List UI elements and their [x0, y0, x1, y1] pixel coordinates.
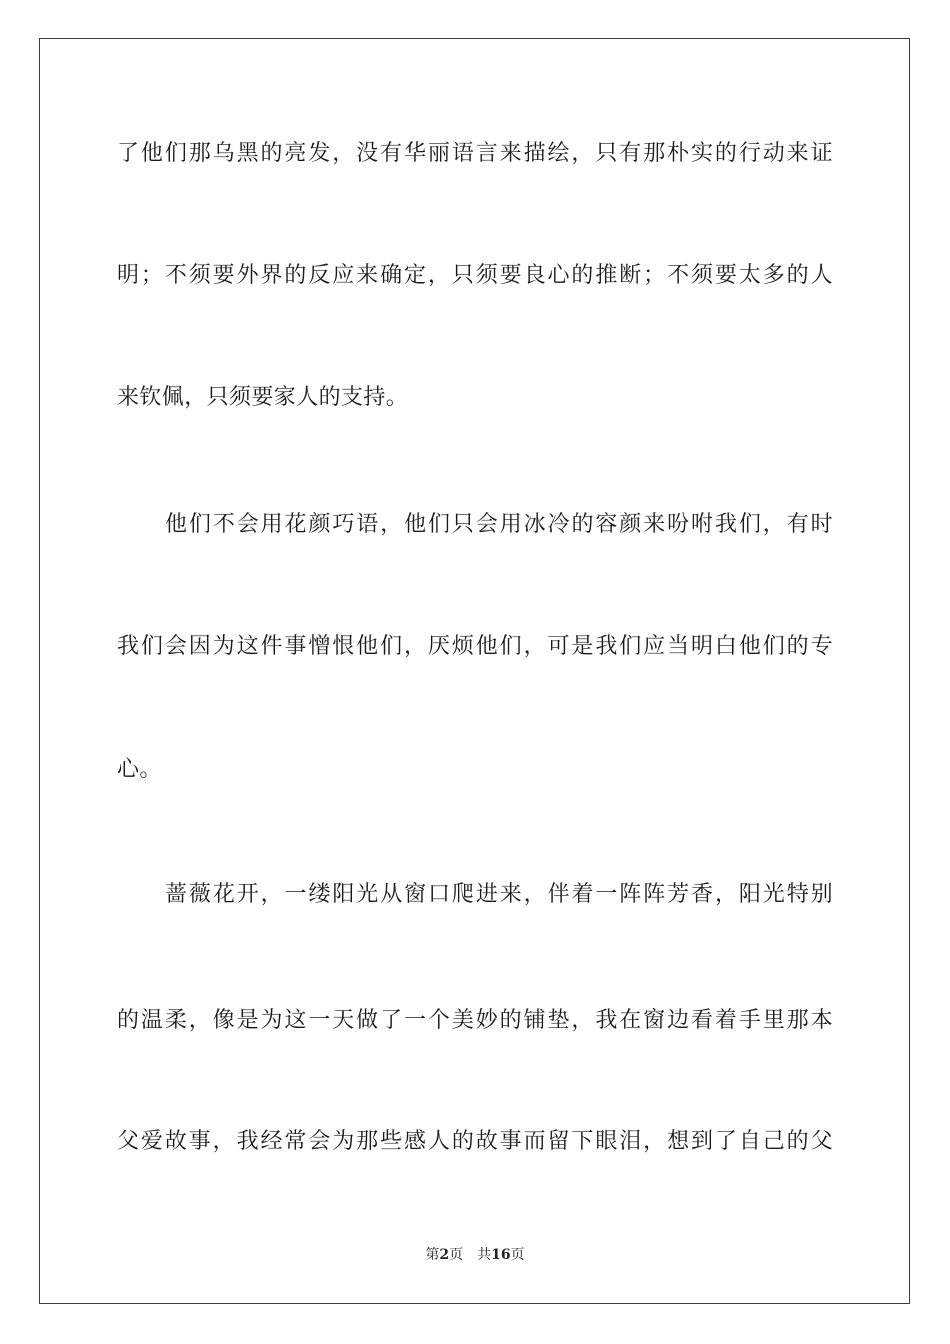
page-prefix: 第 [425, 1247, 440, 1263]
paragraph-line-3: 来钦佩，只须要家人的支持。 [117, 385, 409, 410]
page-border [39, 38, 910, 1304]
paragraph-line-6: 心。 [117, 757, 162, 782]
paragraph-line-2: 明；不须要外界的反应来确定，只须要良心的推断；不须要太多的人 [117, 263, 833, 288]
total-suffix: 页 [510, 1247, 525, 1263]
page-suffix: 页 [449, 1247, 464, 1263]
paragraph-line-1: 了他们那乌黑的亮发，没有华丽语言来描绘，只有那朴实的行动来证 [117, 141, 833, 166]
paragraph-line-4: 他们不会用花颜巧语，他们只会用冰冷的容颜来吩咐我们，有时 [165, 512, 833, 537]
paragraph-line-5: 我们会因为这件事憎恨他们，厌烦他们，可是我们应当明白他们的专 [117, 634, 833, 659]
total-pages: 16 [491, 1247, 511, 1263]
page-number: 2 [439, 1247, 450, 1263]
paragraph-line-7: 蔷薇花开，一缕阳光从窗口爬进来，伴着一阵阵芳香，阳光特别 [165, 882, 833, 907]
page-footer [0, 1245, 950, 1265]
paragraph-line-8: 的温柔，像是为这一天做了一个美妙的铺垫，我在窗边看着手里那本 [117, 1008, 833, 1033]
total-prefix: 共 [477, 1247, 492, 1263]
paragraph-line-9: 父爱故事，我经常会为那些感人的故事而留下眼泪，想到了自己的父 [117, 1129, 833, 1154]
